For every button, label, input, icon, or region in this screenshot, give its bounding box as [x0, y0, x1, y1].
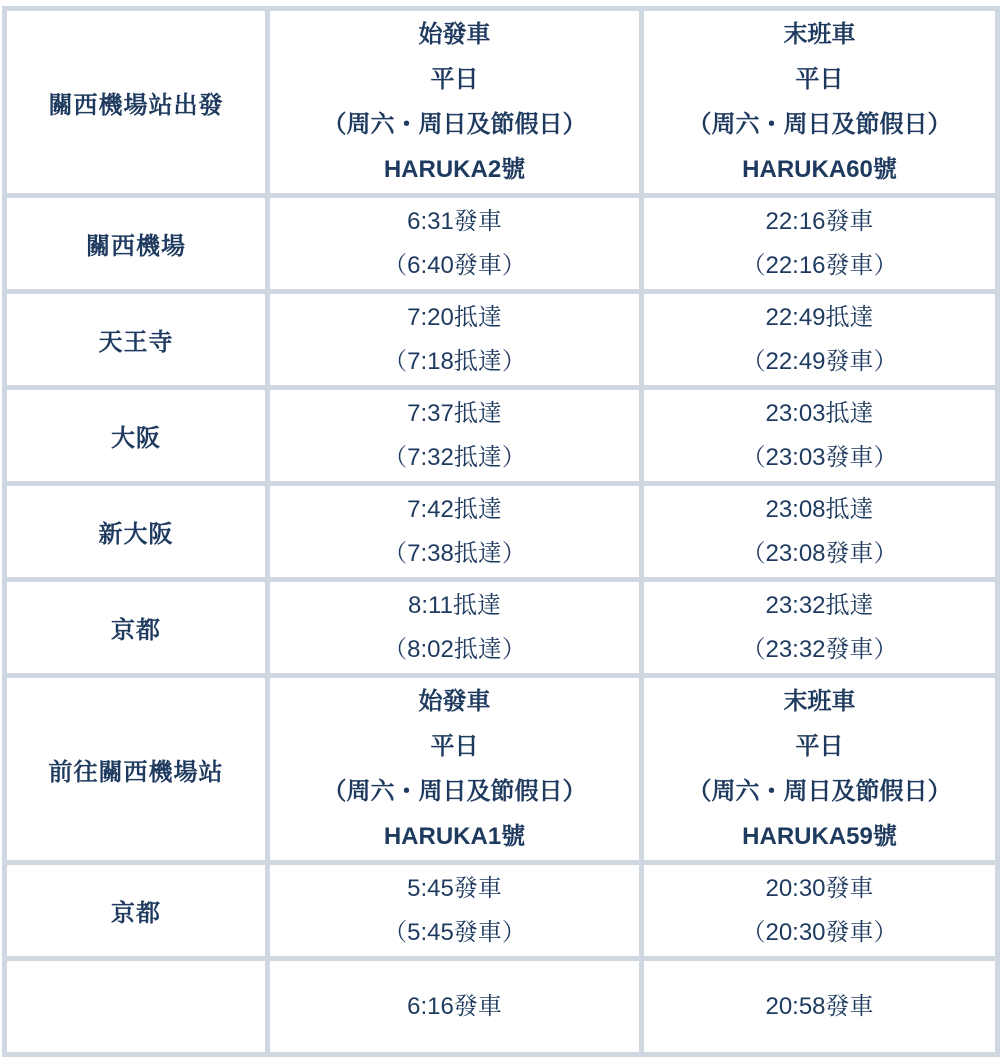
time-weekend: （22:49發車）	[741, 347, 898, 375]
last-train-time-cell	[642, 580, 998, 676]
table-row	[5, 959, 998, 1055]
train-number-label: HARUKA1號	[383, 823, 526, 850]
weekday-label: 平日	[430, 733, 479, 760]
last-train-label: 末班車	[783, 21, 856, 48]
haruka-timetable	[2, 6, 1000, 1057]
train-number-label: HARUKA59號	[742, 823, 897, 850]
weekday-label: 平日	[430, 66, 479, 93]
last-train-time-cell	[642, 863, 998, 959]
time-weekend: （23:32發車）	[741, 635, 898, 663]
section2-title-cell	[5, 676, 268, 863]
time-weekday: 7:20抵達	[407, 303, 502, 331]
section1-first-train-header	[268, 9, 642, 196]
table-row	[5, 863, 998, 959]
train-number-label: HARUKA2號	[383, 156, 526, 183]
last-train-time-cell	[642, 292, 998, 388]
table-row	[5, 580, 998, 676]
last-train-label: 末班車	[783, 688, 856, 715]
section1-last-train-header	[642, 9, 998, 196]
last-train-time-cell	[642, 388, 998, 484]
table-row	[5, 292, 998, 388]
time-weekday: 8:11抵達	[408, 591, 501, 619]
station-name: 大阪	[5, 388, 268, 484]
last-train-time-cell	[642, 484, 998, 580]
section2-header-row	[5, 676, 998, 863]
first-train-label: 始發車	[418, 21, 491, 48]
time-weekday: 5:45發車	[407, 874, 502, 902]
time-weekend: （7:32抵達）	[383, 443, 526, 471]
time-weekday: 22:49抵達	[765, 303, 874, 331]
section1-title-cell	[5, 9, 268, 196]
table-row	[5, 484, 998, 580]
station-name: 天王寺	[5, 292, 268, 388]
train-number-label: HARUKA60號	[742, 156, 897, 183]
time-weekend: （8:02抵達）	[383, 635, 526, 663]
last-train-time-cell	[642, 196, 998, 292]
table-row	[5, 196, 998, 292]
time-weekday: 6:16發車	[407, 992, 502, 1020]
weekend-holiday-label: （周六・周日及節假日）	[687, 111, 952, 138]
time-weekday: 7:42抵達	[407, 495, 502, 523]
weekday-label: 平日	[795, 733, 844, 760]
time-weekday: 20:30發車	[765, 874, 874, 902]
station-name: 新大阪	[5, 484, 268, 580]
time-weekday: 6:31發車	[407, 207, 502, 235]
time-weekend: （20:30發車）	[741, 918, 898, 946]
station-name: 京都	[5, 863, 268, 959]
time-weekday: 23:08抵達	[765, 495, 874, 523]
time-weekday: 22:16發車	[765, 207, 874, 235]
first-train-time-cell	[268, 959, 642, 1055]
weekend-holiday-label: （周六・周日及節假日）	[322, 111, 587, 138]
first-train-time-cell	[268, 580, 642, 676]
time-weekend: （7:38抵達）	[383, 539, 526, 567]
station-name: 關西機場	[5, 196, 268, 292]
time-weekday: 20:58發車	[765, 992, 874, 1020]
first-train-time-cell	[268, 863, 642, 959]
time-weekday: 23:03抵達	[765, 399, 874, 427]
weekend-holiday-label: （周六・周日及節假日）	[322, 778, 587, 805]
time-weekend: （23:03發車）	[741, 443, 898, 471]
section2-last-train-header	[642, 676, 998, 863]
first-train-time-cell	[268, 388, 642, 484]
section2-title: 前往關西機場站	[48, 758, 224, 786]
time-weekday: 23:32抵達	[765, 591, 874, 619]
time-weekend: （7:18抵達）	[383, 347, 526, 375]
weekday-label: 平日	[795, 66, 844, 93]
time-weekend: （22:16發車）	[741, 251, 898, 279]
weekend-holiday-label: （周六・周日及節假日）	[687, 778, 952, 805]
first-train-time-cell	[268, 292, 642, 388]
haruka-timetable-page	[0, 6, 1000, 1020]
time-weekend: （23:08發車）	[741, 539, 898, 567]
section1-title: 關西機場站出發	[48, 91, 224, 119]
first-train-label: 始發車	[418, 688, 491, 715]
station-name	[5, 959, 268, 1055]
section1-header-row	[5, 9, 998, 196]
station-name: 京都	[5, 580, 268, 676]
time-weekend: （6:40發車）	[383, 251, 526, 279]
first-train-time-cell	[268, 484, 642, 580]
time-weekday: 7:37抵達	[407, 399, 502, 427]
table-row	[5, 388, 998, 484]
first-train-time-cell	[268, 196, 642, 292]
section2-first-train-header	[268, 676, 642, 863]
time-weekend: （5:45發車）	[383, 918, 526, 946]
last-train-time-cell	[642, 959, 998, 1055]
